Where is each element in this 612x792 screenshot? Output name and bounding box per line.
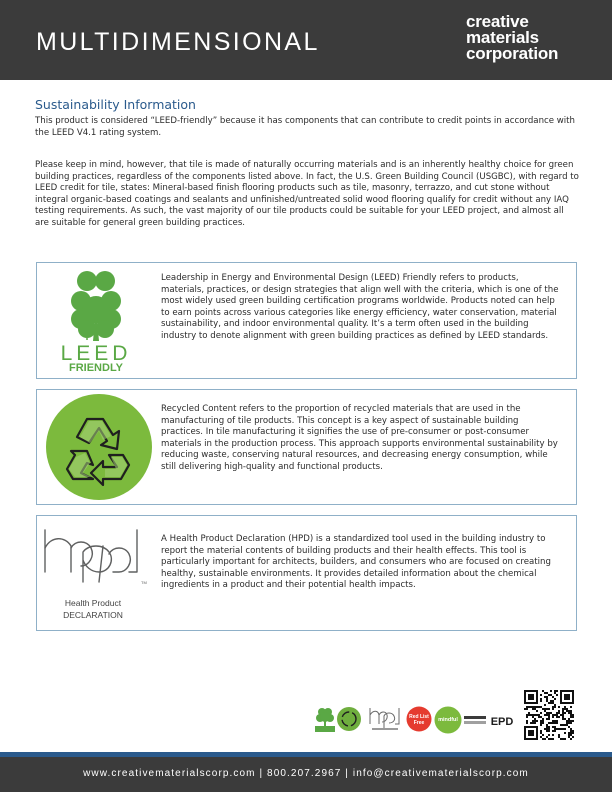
svg-text:TM: TM	[141, 580, 147, 585]
collection-title: MULTIDIMENSIONAL	[36, 28, 320, 56]
recycled-description: Recycled Content refers to the proportion of recycled materials that are used in the manufacturing of tile products. This concept is a key aspect of sustainable building practices. In tile manufacturing it signifies the use of pre-consumer or post-consumer materials in the production process. This approach supports environmental sustainability by reducing waste, conserving natural resources, and decreasing energy consumption, while still delivering high-quality and functional products.	[161, 404, 558, 472]
svg-text:Health Product: Health Product	[64, 598, 122, 608]
page-footer	[0, 757, 612, 792]
svg-text:LEED: LEED	[60, 342, 132, 365]
hpd-badge-icon	[368, 706, 402, 738]
leed-badge-icon	[314, 706, 336, 738]
recycled-card	[36, 389, 577, 505]
hpd-icon	[43, 526, 151, 630]
qr-code-icon[interactable]	[524, 690, 574, 740]
brand-line-3: corporation	[466, 44, 559, 63]
epd-icon	[464, 710, 516, 734]
hpd-card	[36, 515, 577, 631]
svg-text:Red List: Red List	[409, 714, 429, 720]
brand-line-2: materials	[466, 28, 539, 47]
recycle-badge-icon	[336, 706, 362, 736]
leed-friendly-icon	[59, 267, 133, 377]
mindful-materials-icon	[434, 706, 462, 738]
recycle-icon	[45, 393, 153, 505]
section-heading: Sustainability Information	[35, 97, 196, 112]
leed-description: Leadership in Energy and Environmental Design (LEED) Friendly refers to products, materials, practices, or design strategies that align well with the criteria, which is one of the most widely used green building certification programs worldwide. Products noted can help to earn points across various categories like energy efficiency, water conservation, material sustainability, and indoor environmental quality. It’s a term often used in the building industry to denote alignment with green building practices as defined by LEED standards.	[161, 273, 559, 341]
certification-badges	[314, 700, 524, 740]
tile-paragraph: Please keep in mind, however, that tile is made of naturally occurring materials and is an inherently healthy choice for green building practices, regardless of the components listed above. In fact, the U.S. Green Building Council (USGBC), with regard to LEED credit for tile, states: Mineral-based finish flooring products such as tile, masonry, terrazzo, and cut stone without integral organic-based coatings and sealants and unfinished/untreated solid wood flooring qualify for credit without any IAQ testing requirements. As such, the vast majority of our tile products could be suitable for your LEED project, and almost all are suitable for general green building practices.	[35, 160, 579, 228]
footer-contact: www.creativematerialscorp.com | 800.207.2967 | info@creativematerialscorp.com	[83, 768, 529, 779]
leed-card	[36, 262, 577, 379]
page-header	[0, 0, 612, 80]
svg-text:mindful: mindful	[438, 717, 458, 723]
brand-logo	[466, 14, 586, 62]
svg-text:EPD: EPD	[490, 716, 514, 728]
svg-text:DECLARATION: DECLARATION	[63, 610, 123, 620]
svg-text:Free: Free	[413, 720, 425, 726]
svg-text:FRIENDLY: FRIENDLY	[69, 362, 123, 373]
red-list-free-icon	[406, 706, 432, 736]
hpd-description: A Health Product Declaration (HPD) is a standardized tool used in the building industry to report the material contents of building products and their health effects. This tool is particularly important for architects, builders, and consumers who are focused on creating healthy, sustainable environments. It provides detailed information about the chemical ingredients in a product and their potential health impacts.	[161, 534, 551, 591]
intro-paragraph: This product is considered “LEED-friendly” because it has components that can contribute to credit points in accordance with the LEED V4.1 rating system.	[35, 116, 575, 138]
brand-line-1: creative	[466, 12, 529, 31]
